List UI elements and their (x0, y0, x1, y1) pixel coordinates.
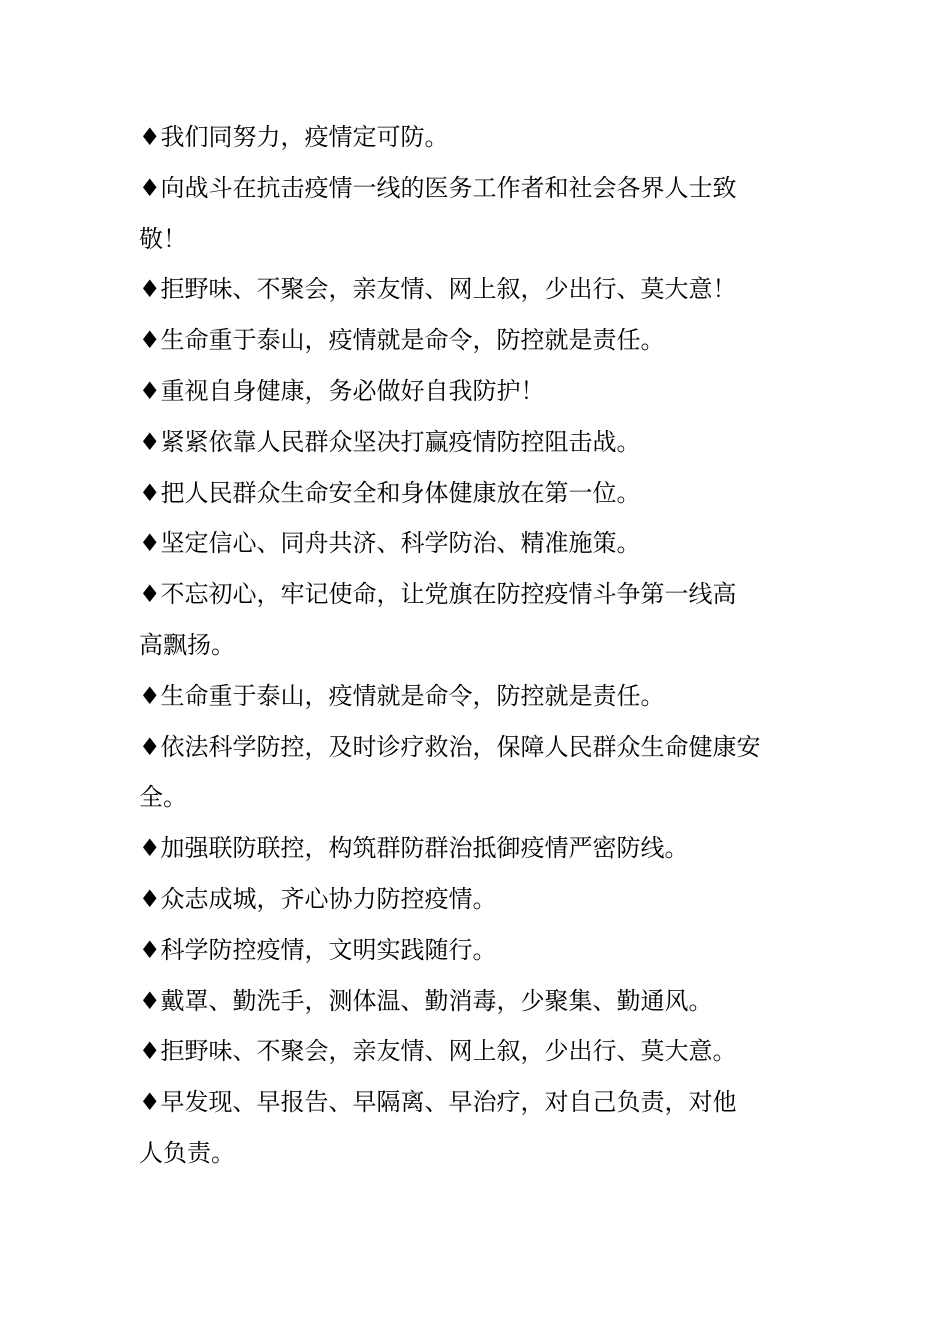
text-line: ♦依法科学防控，及时诊疗救治，保障人民群众生命健康安 (139, 732, 761, 761)
text-line: ♦众志成城，齐心协力防控疫情。 (139, 884, 497, 913)
text-line: ♦坚定信心、同舟共济、科学防治、精准施策。 (139, 529, 641, 558)
slogan-list (139, 112, 829, 1179)
text-line: ♦向战斗在抗击疫情一线的医务工作者和社会各界人士致 (139, 173, 737, 202)
text-line: ♦生命重于泰山，疫情就是命令，防控就是责任。 (139, 326, 665, 355)
text-line: ♦不忘初心，牢记使命，让党旗在防控疫情斗争第一线高 (139, 580, 737, 609)
text-line: ♦戴罩、勤洗手，测体温、勤消毒，少聚集、勤通风。 (139, 986, 713, 1015)
text-line: ♦加强联防联控，构筑群防群治抵御疫情严密防线。 (139, 834, 689, 863)
text-line: ♦早发现、早报告、早隔离、早治疗，对自己负责，对他 (139, 1088, 737, 1117)
text-line: ♦拒野味、不聚会，亲友情、网上叙，少出行、莫大意。 (139, 1037, 737, 1066)
text-line: ♦紧紧依靠人民群众坚决打赢疫情防控阻击战。 (139, 427, 641, 456)
text-line: ♦生命重于泰山，疫情就是命令，防控就是责任。 (139, 681, 665, 710)
text-line: ♦科学防控疫情，文明实践随行。 (139, 935, 497, 964)
text-line: 高飘扬。 (139, 630, 235, 659)
text-line: ♦重视自身健康，务必做好自我防护！ (139, 376, 545, 405)
text-line: ♦把人民群众生命安全和身体健康放在第一位。 (139, 478, 641, 507)
text-line: 人负责。 (139, 1138, 235, 1167)
text-line: 全。 (139, 783, 187, 812)
text-line: ♦我们同努力，疫情定可防。 (139, 123, 449, 151)
text-line: 敬！ (139, 224, 187, 253)
text-line: ♦拒野味、不聚会，亲友情、网上叙，少出行、莫大意！ (139, 275, 737, 304)
